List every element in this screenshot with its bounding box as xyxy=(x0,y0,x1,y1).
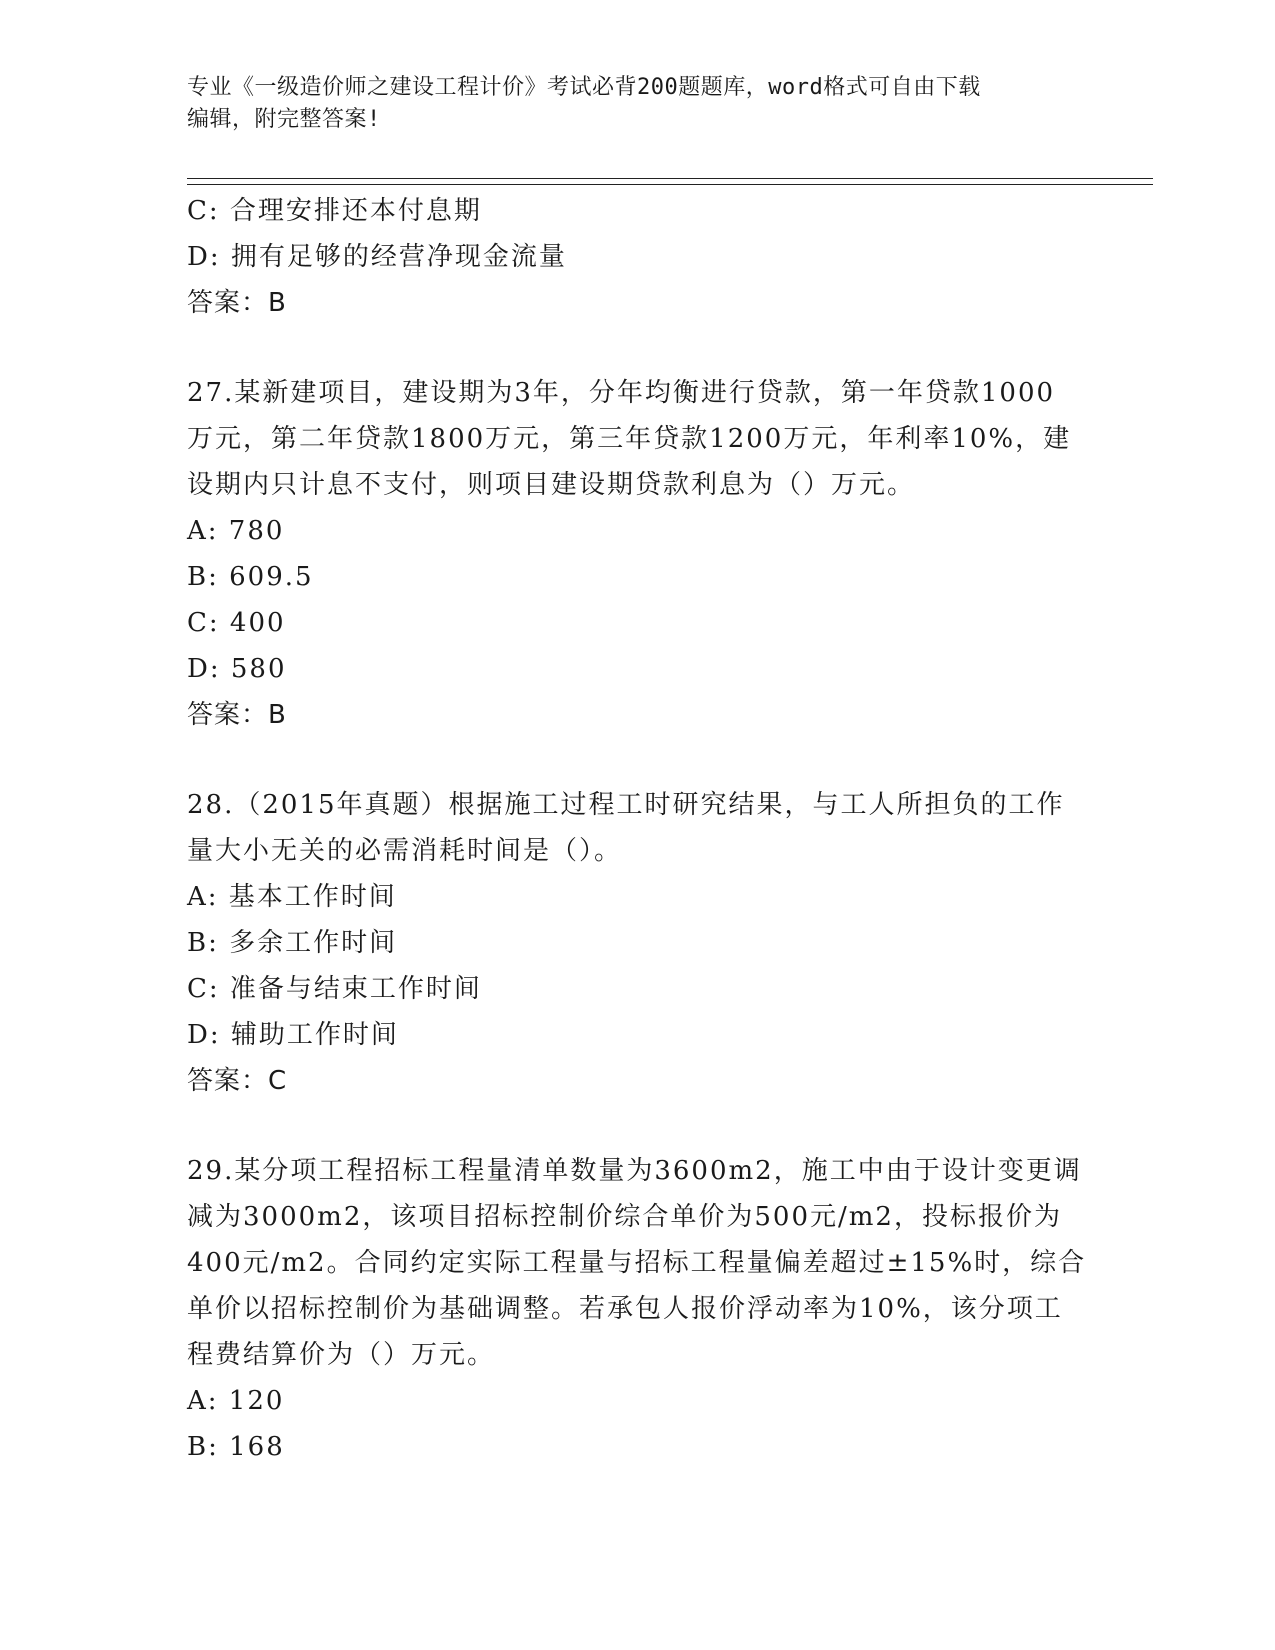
question-28-line-2: 量大小无关的必需消耗时间是（）。 xyxy=(187,836,623,866)
question-27-line-2: 万元，第二年贷款1800万元，第三年贷款1200万元，年利率10%，建 xyxy=(187,424,1072,454)
option-c-q27: C: 400 xyxy=(187,608,286,638)
header-line-2: 编辑，附完整答案! xyxy=(187,107,381,132)
question-29-line-3: 400元/m2。合同约定实际工程量与招标工程量偏差超过±15%时，综合 xyxy=(187,1248,1087,1278)
spacer xyxy=(187,326,1087,370)
spacer xyxy=(187,1104,1087,1148)
question-29-line-1: 29.某分项工程招标工程量清单数量为3600m2，施工中由于设计变更调 xyxy=(187,1156,1082,1186)
option-c-q28: C: 准备与结束工作时间 xyxy=(187,974,482,1004)
option-a-q27: A: 780 xyxy=(187,516,285,546)
header-line-1: 专业《一级造价师之建设工程计价》考试必背200题题库，word格式可自由下载 xyxy=(187,75,981,100)
option-c-q26: C: 合理安排还本付息期 xyxy=(187,196,482,226)
question-29-line-2: 减为3000m2，该项目招标控制价综合单价为500元/m2，投标报价为 xyxy=(187,1202,1062,1232)
option-d-q27: D: 580 xyxy=(187,654,287,684)
option-b-q28: B: 多余工作时间 xyxy=(187,928,398,958)
question-29-line-4: 单价以招标控制价为基础调整。若承包人报价浮动率为10%，该分项工 xyxy=(187,1294,1063,1324)
option-a-q29: A: 120 xyxy=(187,1386,285,1416)
option-b-q27: B: 609.5 xyxy=(187,562,314,592)
question-28-line-1: 28.（2015年真题）根据施工过程工时研究结果，与工人所担负的工作 xyxy=(187,790,1065,820)
question-27-line-1: 27.某新建项目，建设期为3年，分年均衡进行贷款，第一年贷款1000 xyxy=(187,378,1056,408)
document-header xyxy=(187,72,1087,136)
spacer xyxy=(187,738,1087,782)
question-content xyxy=(187,188,1087,1470)
option-d-q26: D: 拥有足够的经营净现金流量 xyxy=(187,242,567,272)
question-29-line-5: 程费结算价为（）万元。 xyxy=(187,1340,496,1370)
header-rule-bottom xyxy=(187,184,1153,185)
question-27-line-3: 设期内只计息不支付，则项目建设期贷款利息为（）万元。 xyxy=(187,470,916,500)
option-a-q28: A: 基本工作时间 xyxy=(187,882,397,912)
header-rule-top xyxy=(187,178,1153,179)
answer-q28: 答案：C xyxy=(187,1066,288,1096)
option-b-q29: B: 168 xyxy=(187,1432,285,1462)
option-d-q28: D: 辅助工作时间 xyxy=(187,1020,399,1050)
answer-q26: 答案：B xyxy=(187,288,287,318)
answer-q27: 答案：B xyxy=(187,700,287,730)
